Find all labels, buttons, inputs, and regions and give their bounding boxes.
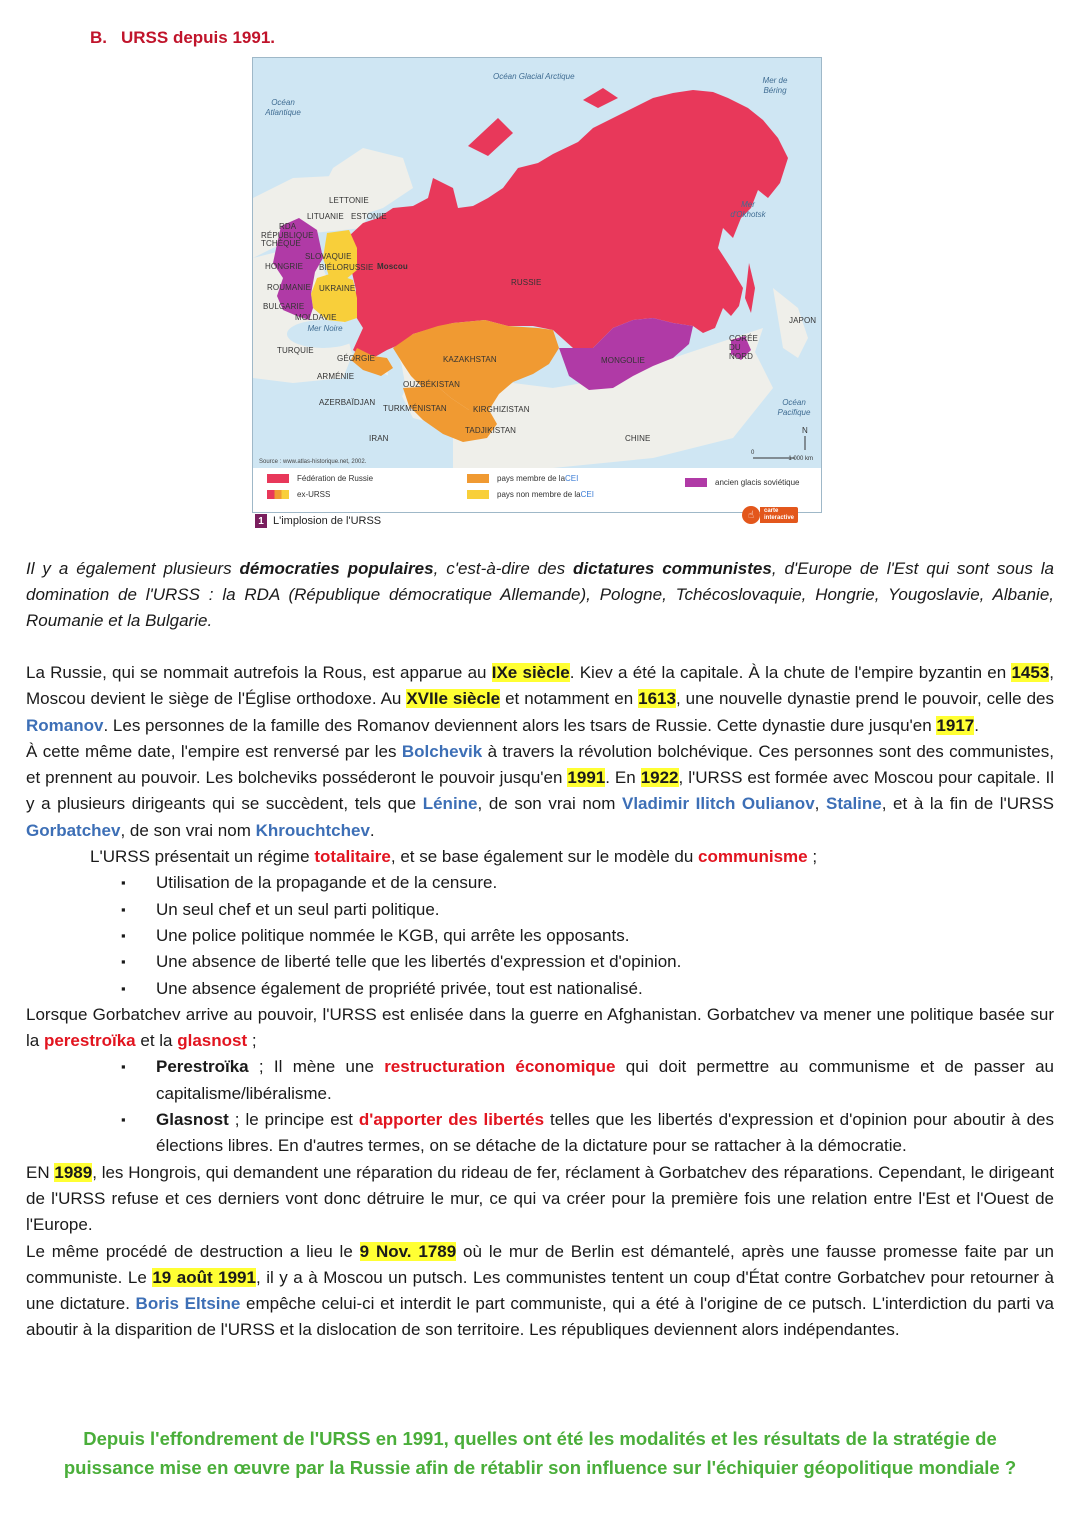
scale-zero: 0 — [751, 450, 755, 456]
list-item: ▪ Une absence de liberté telle que les libertés d'expression et d'opinion. — [26, 949, 1054, 975]
scale-label: 1 000 km — [788, 456, 813, 462]
legend-glacis — [685, 478, 800, 487]
section-title: URSS depuis 1991. — [121, 28, 276, 47]
label-tchequie: RÉPUBLIQUE TCHÈQUE — [261, 231, 314, 248]
russia-sakhalin — [745, 263, 755, 313]
map-legend — [252, 468, 822, 513]
swatch-member — [467, 474, 489, 483]
label-hongrie: HONGRIE — [265, 262, 304, 271]
legend-ex-urss-label: ex-URSS — [297, 490, 331, 499]
label-tadjikistan: TADJIKISTAN — [465, 426, 517, 435]
label-bielorussie: BIÉLORUSSIE — [319, 263, 374, 272]
legend-nonmember — [467, 490, 594, 499]
list-item: ▪ Un seul chef et un seul parti politique. — [26, 897, 1054, 923]
label-turquie: TURQUIE — [277, 346, 314, 355]
swatch-federation — [267, 474, 289, 483]
label-japon: JAPON — [789, 316, 817, 325]
paragraph-revolution: À cette même date, l'empire est renversé par les Bolchevik à travers la révolution bolchévique. Ces personnes sont des communistes, et prennent au pouvoir. Les bolcheviks posséderont le pouvoir jusqu'en 1991. En 1922, l'URSS est formée avec Moscou pour capitale. Il y a plusieurs dirigeants qui se succèdent, tels que Lénine, de son vrai nom Vladimir Ilitch Oulianov, Staline, et à la fin de l'URSS Gorbatchev, de son vrai nom Khrouchtchev. — [26, 741, 1054, 840]
map-caption — [255, 514, 381, 528]
legend-cei-link-2[interactable]: CEI — [580, 490, 594, 499]
list-item-perestroika: ▪ Perestroïka ; Il mène une restructuration économique qui doit permettre au communisme et de passer au capitalisme/libéralisme. — [26, 1054, 1054, 1107]
label-armenie: ARMÉNIE — [317, 372, 355, 381]
label-azerbaidjan: AZERBAÏDJAN — [319, 398, 376, 407]
label-georgie: GÉORGIE — [337, 354, 376, 363]
label-lituanie: LITUANIE — [307, 212, 344, 221]
ocean-pacific: Océan Pacifique — [777, 398, 811, 417]
label-kazakhstan: KAZAKHSTAN — [443, 355, 497, 364]
russia-island-1 — [468, 118, 513, 156]
hand-pointer-icon: ☝ — [742, 506, 760, 524]
carte-interactive-button[interactable] — [742, 506, 798, 524]
ocean-bering: Mer de Béring — [762, 76, 788, 95]
list-item: ▪ Utilisation de la propagande et de la censure. — [26, 870, 1054, 896]
label-coree: CORÉE DU NORD — [729, 334, 758, 361]
ocean-okhotsk: Mer d'Okhotsk — [730, 200, 766, 219]
label-chine: CHINE — [625, 434, 651, 443]
caption-number: 1 — [255, 514, 267, 528]
label-rda: RDA — [279, 222, 297, 231]
paragraph-origins: La Russie, qui se nommait autrefois la Rous, est apparue au IXe siècle. Kiev a été la capitale. À la chute de l'empire byzantin en 1453, Moscou devient le siège de l'Église orthodoxe. Au XVIIe siècle et notamment en 1613, une nouvelle dynastie prend le pouvoir, celle des Romanov. Les personnes de la famille des Romanov deviennent alors les tsars de Russie. Cette dynastie dure jusqu'en 1917. — [26, 663, 1054, 735]
ocean-atlantic: Océan Atlantique — [265, 98, 301, 117]
label-slovaquie: SLOVAQUIE — [305, 252, 352, 261]
paragraph-gorbatchev: Lorsque Gorbatchev arrive au pouvoir, l'URSS est enlisée dans la guerre en Afghanistan. Gorbatchev va mener une politique basée sur la perestroïka et la glasnost ; — [26, 1004, 1054, 1051]
legend-federation — [267, 474, 373, 483]
carte-button-line1: carte — [764, 508, 779, 514]
label-mongolie: MONGOLIE — [601, 356, 645, 365]
label-moscou: Moscou — [377, 262, 408, 271]
label-kirghizistan: KIRGHIZISTAN — [473, 405, 530, 414]
legend-glacis-label: ancien glacis soviétique — [715, 478, 800, 487]
regime-list — [26, 870, 1054, 1001]
intro-paragraph: Il y a également plusieurs démocraties populaires, c'est-à-dire des dictatures communistes, d'Europe de l'Est qui sont sous la domination de l'URSS : la RDA (République démocratique Allemande), Pologne, Tchécoslovaquie, Hongrie, Yougoslavie, Albanie, Roumanie et la Bulgarie. — [26, 559, 1054, 630]
label-estonie: ESTONIE — [351, 212, 387, 221]
label-ouzbekistan: OUZBÉKISTAN — [403, 380, 460, 389]
map-source: Source : www.atlas-historique.net, 2002. — [259, 459, 367, 465]
list-item: ▪ Une police politique nommée le KGB, qui arrête les opposants. — [26, 923, 1054, 949]
label-russie: RUSSIE — [511, 278, 542, 287]
legend-member — [467, 474, 578, 483]
legend-federation-label: Fédération de Russie — [297, 474, 374, 483]
label-roumanie: ROUMANIE — [267, 283, 311, 292]
carte-button-line2: interactive — [764, 515, 795, 521]
section-letter: B. — [90, 28, 107, 47]
label-lettonie: LETTONIE — [329, 196, 369, 205]
main-text — [26, 660, 1054, 1344]
ocean-arctic: Océan Glacial Arctique — [493, 72, 575, 81]
urss-map — [252, 57, 822, 469]
label-turkmenistan: TURKMÉNISTAN — [383, 404, 447, 413]
reforms-list — [26, 1054, 1054, 1159]
legend-nonmember-label: pays non membre de la — [497, 490, 581, 499]
swatch-nonmember — [467, 490, 489, 499]
caption-text: L'implosion de l'URSS — [273, 515, 382, 527]
swatch-glacis — [685, 478, 707, 487]
label-moldavie: MOLDAVIE — [295, 313, 337, 322]
russia-shape — [349, 90, 788, 358]
legend-ex-urss — [267, 490, 330, 499]
paragraph-berlin: Le même procédé de destruction a lieu le 9 Nov. 1789 où le mur de Berlin est démantelé, après une fausse promesse faite par un communiste. Le 19 août 1991, il y a à Moscou un putsch. Les communistes tentent un coup d'État contre Gorbatchev pour retourner à une dictature. Boris Eltsine empêche celui-ci et interdit le part communiste, qui a été à l'origine de ce putsch. L'interdiction du parti va aboutir à la disparition de l'URSS et la dislocation de son territoire. Les républiques deviennent alors indépendantes. — [26, 1241, 1054, 1340]
label-iran: IRAN — [369, 434, 389, 443]
question-line-2: puissance mise en œuvre par la Russie afin de rétablir son influence sur l'échiquier géopolitique mondiale ? — [63, 1457, 1017, 1478]
paragraph-1989: EN 1989, les Hongrois, qui demandent une réparation du rideau de fer, réclament à Gorbatchev des réparations. Cependant, le dirigeant de l'URSS refuse et ces derniers vont donc détruire le mur, ce qui va créer pour la première fois une relation entre l'Est et l'Ouest de l'Europe. — [26, 1162, 1054, 1235]
list-item-glasnost: ▪ Glasnost ; le principe est d'apporter des libertés telles que les libertés d'expression et d'opinion pour aboutir à des élections libres. En d'autres termes, on se détache de la dictature pour se rattacher à la démocratie. — [26, 1107, 1054, 1160]
legend-member-label: pays membre de la — [497, 474, 566, 483]
legend-cei-link[interactable]: CEI — [565, 474, 579, 483]
label-ukraine: UKRAINE — [319, 284, 356, 293]
paragraph-regime: L'URSS présentait un régime totalitaire, et se base également sur le modèle du communisme ; — [90, 847, 818, 867]
label-bulgarie: BULGARIE — [263, 302, 305, 311]
swatch-ex-urss — [267, 490, 289, 499]
list-item: ▪ Une absence également de propriété privée, tout est nationalisé. — [26, 976, 1054, 1002]
section-heading — [90, 28, 289, 48]
black-sea-label: Mer Noire — [307, 324, 343, 333]
russia-island-2 — [583, 88, 618, 108]
question-line-1: Depuis l'effondrement de l'URSS en 1991, quelles ont été les modalités et les résultats de la stratégie de — [83, 1428, 997, 1449]
problematic-question — [26, 1424, 1054, 1482]
north-label: N — [802, 426, 808, 435]
